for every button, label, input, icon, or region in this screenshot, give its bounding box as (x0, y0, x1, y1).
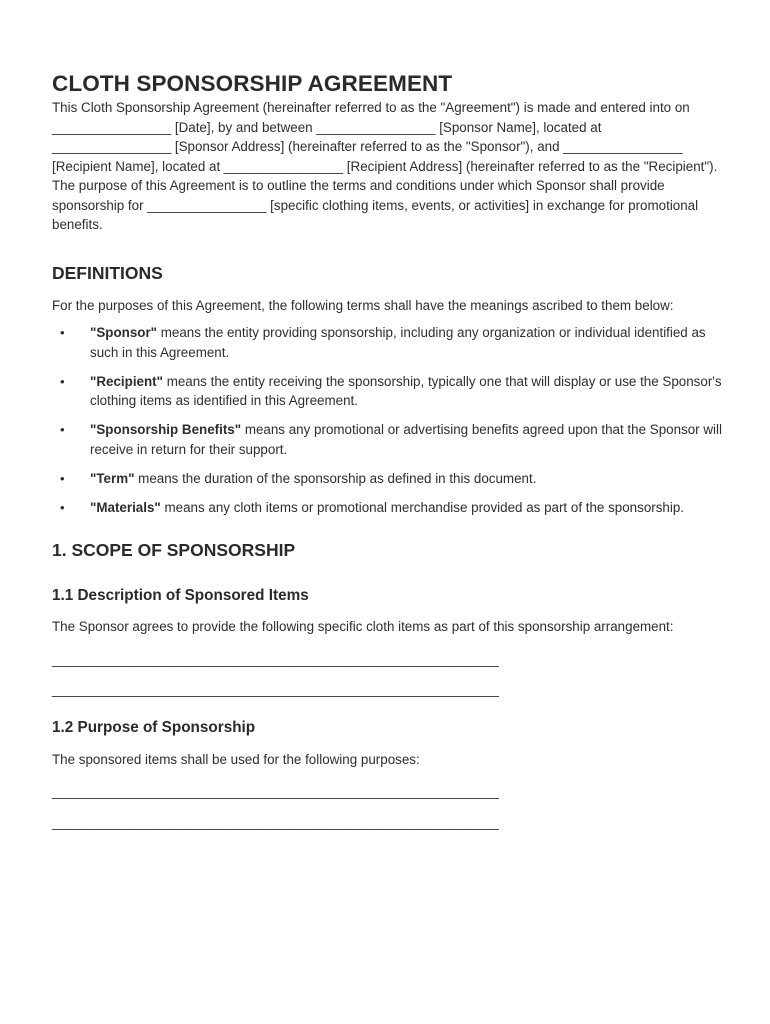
bullet-icon: • (60, 373, 65, 389)
fill-in-line: ____________________________________________________________ (52, 784, 499, 799)
document-title: CLOTH SPONSORSHIP AGREEMENT (52, 71, 453, 96)
definitions-list (52, 323, 722, 517)
definition-term: "Recipient" (90, 373, 163, 389)
bullet-icon: • (60, 325, 65, 340)
definition-item-materials (52, 498, 722, 518)
fill-in-line: ____________________________________________________________ (52, 814, 499, 830)
definition-term: "Sponsor" (90, 325, 158, 340)
definitions-lead: For the purposes of this Agreement, the following terms shall have the meanings ascribed to them below: (52, 297, 674, 313)
sponsored-items-text: The Sponsor agrees to provide the following specific cloth items as part of this sponsorship arrangement: (52, 619, 674, 634)
definition-text: means any cloth items or promotional merchandise provided as part of the sponsorship. (160, 499, 685, 515)
definition-term: "Sponsorship Benefits" (90, 422, 242, 437)
definition-text: means the entity providing sponsorship, including any organization or individual identified as such in this Agreement. (90, 325, 706, 360)
definition-text: means the duration of the sponsorship as defined in this document. (134, 470, 537, 486)
definitions-heading: DEFINITIONS (52, 262, 163, 283)
definition-item-sponsor (52, 323, 722, 362)
document-page (52, 70, 722, 832)
intro-paragraph: This Cloth Sponsorship Agreement (hereinafter referred to as the "Agreement") is made and entered into on ________________ [Date], by and between ________________ [Sponsor Name], located at ________________ [Sponsor Address] (hereinafter referred to as the "Sponsor"), and ________________ [Recipient Name], located at ________________ [Recipient Address] (hereinafter referred to as the "Recipient"). The purpose of this Agreement is to outline the terms and conditions under which Sponsor shall provide sponsorship for ________________ [specific clothing items, events, or activities] in exchange for promotional benefits. (52, 100, 718, 232)
purpose-text: The sponsored items shall be used for the following purposes: (52, 751, 420, 767)
definition-text: means any promotional or advertising benefits agreed upon that the Sponsor will receive in return for their support. (90, 422, 722, 457)
purpose-heading: 1.2 Purpose of Sponsorship (52, 718, 256, 736)
definition-term: "Materials" (90, 499, 161, 515)
definition-item-recipient (52, 372, 722, 411)
sponsored-items-heading: 1.1 Description of Sponsored Items (52, 587, 309, 604)
definition-term: "Term" (90, 470, 135, 486)
definition-text: means the entity receiving the sponsorship, typically one that will display or use the Sponsor's clothing items as identified in this Agreement. (90, 373, 722, 408)
definition-item-term (52, 469, 722, 489)
definition-item-sponsorship-benefits (52, 420, 722, 459)
fill-in-line: ____________________________________________________________ (52, 682, 499, 697)
scope-heading: 1. SCOPE OF SPONSORSHIP (52, 540, 296, 560)
bullet-icon: • (60, 499, 65, 515)
fill-in-line: ____________________________________________________________ (52, 651, 499, 667)
bullet-icon: • (60, 422, 65, 437)
bullet-icon: • (60, 470, 65, 486)
